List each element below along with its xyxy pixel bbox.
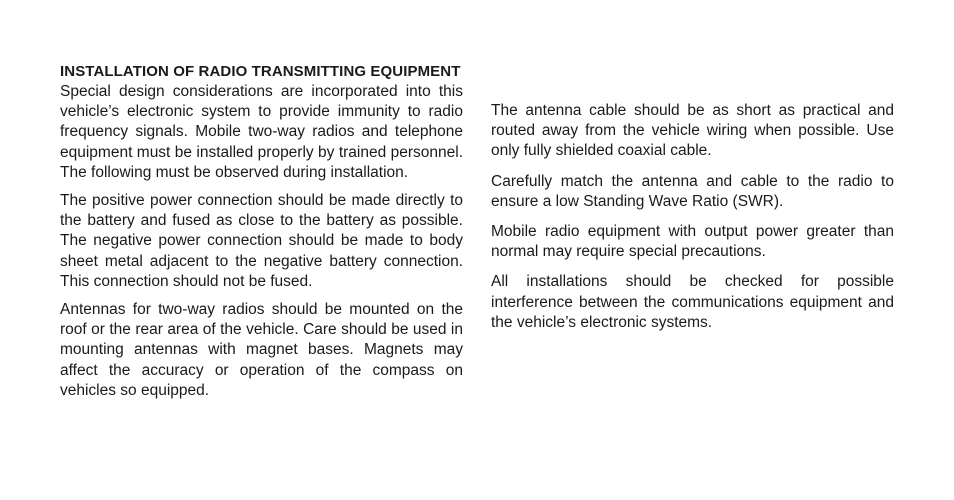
section-heading: INSTALLATION OF RADIO TRANSMITTING EQUIPMENT xyxy=(60,63,461,80)
left-column xyxy=(60,62,463,409)
paragraph-swr: Carefully match the antenna and cable to the radio to ensure a low Standing Wave Ratio (SWR). xyxy=(491,172,894,210)
paragraph-interference-check: All installations should be checked for possible interference between the communications equipment and the vehicle’s electronic systems. xyxy=(491,273,894,331)
right-column xyxy=(491,101,894,343)
paragraph-special-design: Special design considerations are incorporated into this vehicle’s electronic system to provide immunity to radio frequency signals. Mobile two-way radios and telephone equipment must be installed properly by trained personnel. The following must be observed during installation. xyxy=(60,83,463,181)
paragraph-power-connection: The positive power connection should be made directly to the battery and fused as close to the battery as possible. The negative power connection should be made to body sheet metal adjacent to the negative battery connection. This connection should not be fused. xyxy=(60,192,463,290)
paragraph-antennas: Antennas for two-way radios should be mounted on the roof or the rear area of the vehicle. Care should be used in mounting antennas with magnet bases. Magnets may affect the accuracy or operation of the compass on vehicles so equipped. xyxy=(60,301,463,399)
paragraph-output-power: Mobile radio equipment with output power greater than normal may require special precautions. xyxy=(491,223,894,261)
paragraph-antenna-cable: The antenna cable should be as short as practical and routed away from the vehicle wiring when possible. Use only fully shielded coaxial cable. xyxy=(491,102,894,160)
